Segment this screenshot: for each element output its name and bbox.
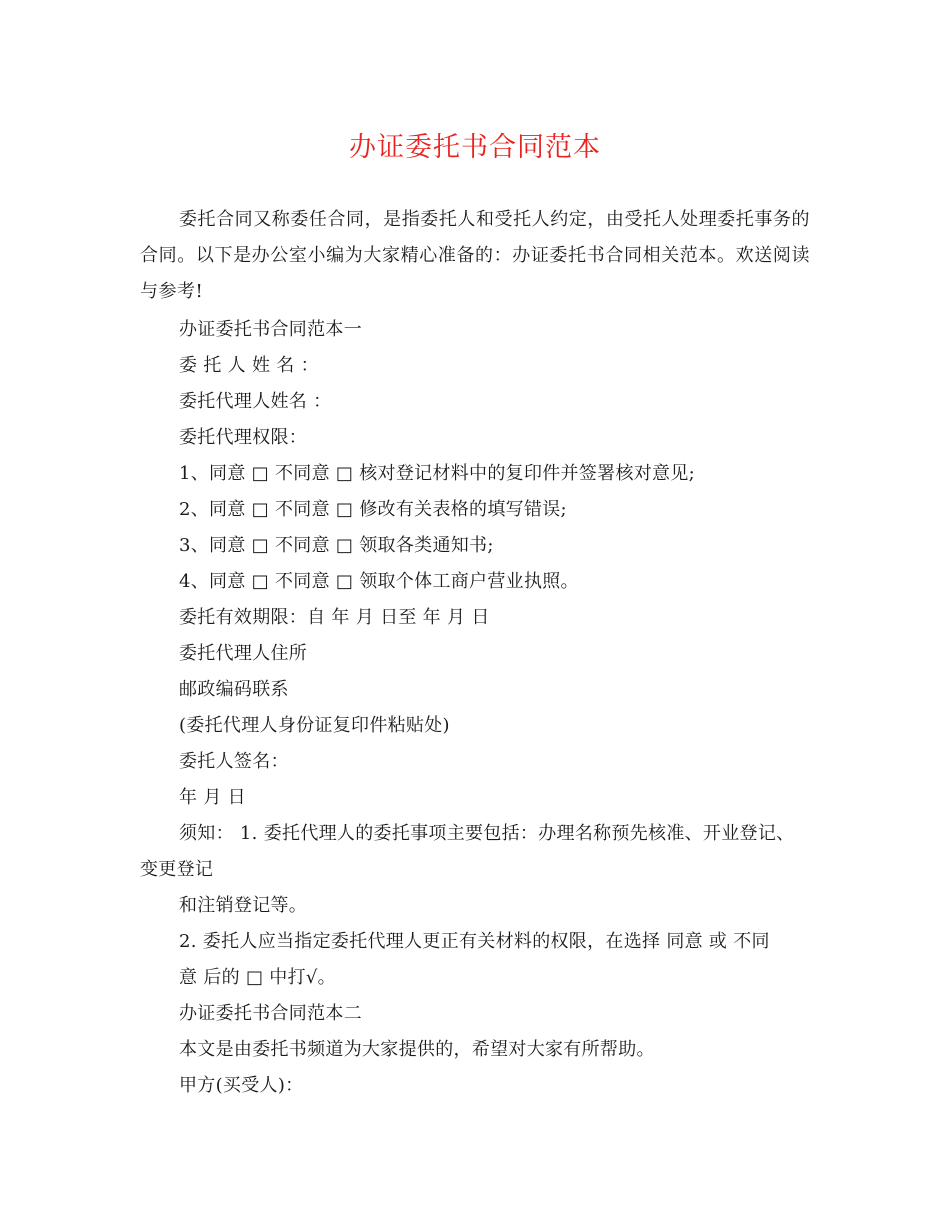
notice-line-1: 须知： 1. 委托代理人的委托事项主要包括：办理名称预先核准、开业登记、 xyxy=(179,823,795,844)
authority-item-4: 4、同意 □ 不同意 □ 领取个体工商户营业执照。 xyxy=(179,571,579,592)
agent-name-label: 委托代理人姓名 ： xyxy=(179,391,332,412)
postal-contact-label: 邮政编码联系 xyxy=(179,679,289,700)
principal-signature-label: 委托人签名： xyxy=(179,751,289,772)
provided-by-note: 本文是由委托书频道为大家提供的，希望对大家有所帮助。 xyxy=(179,1039,655,1060)
party-a-label: 甲方(买受人)： xyxy=(179,1075,304,1096)
principal-name-label: 委 托 人 姓 名 ： xyxy=(179,355,319,376)
notice-line-2: 2. 委托人应当指定委托代理人更正有关材料的权限，在选择 同意 或 不同 xyxy=(179,931,770,952)
signature-date: 年 月 日 xyxy=(179,787,246,808)
agent-authority-label: 委托代理权限： xyxy=(179,427,308,448)
authority-item-1: 1、同意 □ 不同意 □ 核对登记材料中的复印件并签署核对意见; xyxy=(179,463,696,484)
section-heading-one: 办证委托书合同范本一 xyxy=(179,319,362,340)
notice-line-2-continued: 意 后的 □ 中打√。 xyxy=(179,967,336,988)
authority-item-2: 2、同意 □ 不同意 □ 修改有关表格的填写错误; xyxy=(179,499,567,520)
id-copy-placeholder: (委托代理人身份证复印件粘贴处) xyxy=(179,715,450,736)
authority-item-3: 3、同意 □ 不同意 □ 领取各类通知书; xyxy=(179,535,494,556)
agent-address-label: 委托代理人住所 xyxy=(179,643,308,664)
validity-period: 委托有效期限：自 年 月 日至 年 月 日 xyxy=(179,607,490,628)
notice-line-1-continued: 变更登记 xyxy=(140,859,214,880)
notice-line-1-end: 和注销登记等。 xyxy=(179,895,308,916)
document-title: 办证委托书合同范本 xyxy=(349,132,601,163)
section-heading-two: 办证委托书合同范本二 xyxy=(179,1003,362,1024)
intro-paragraph: 委托合同又称委任合同，是指委托人和受托人约定，由受托人处理委托事务的合同。以下是办公室小编为大家精心准备的：办证委托书合同相关范本。欢送阅读与参考! xyxy=(140,209,810,302)
